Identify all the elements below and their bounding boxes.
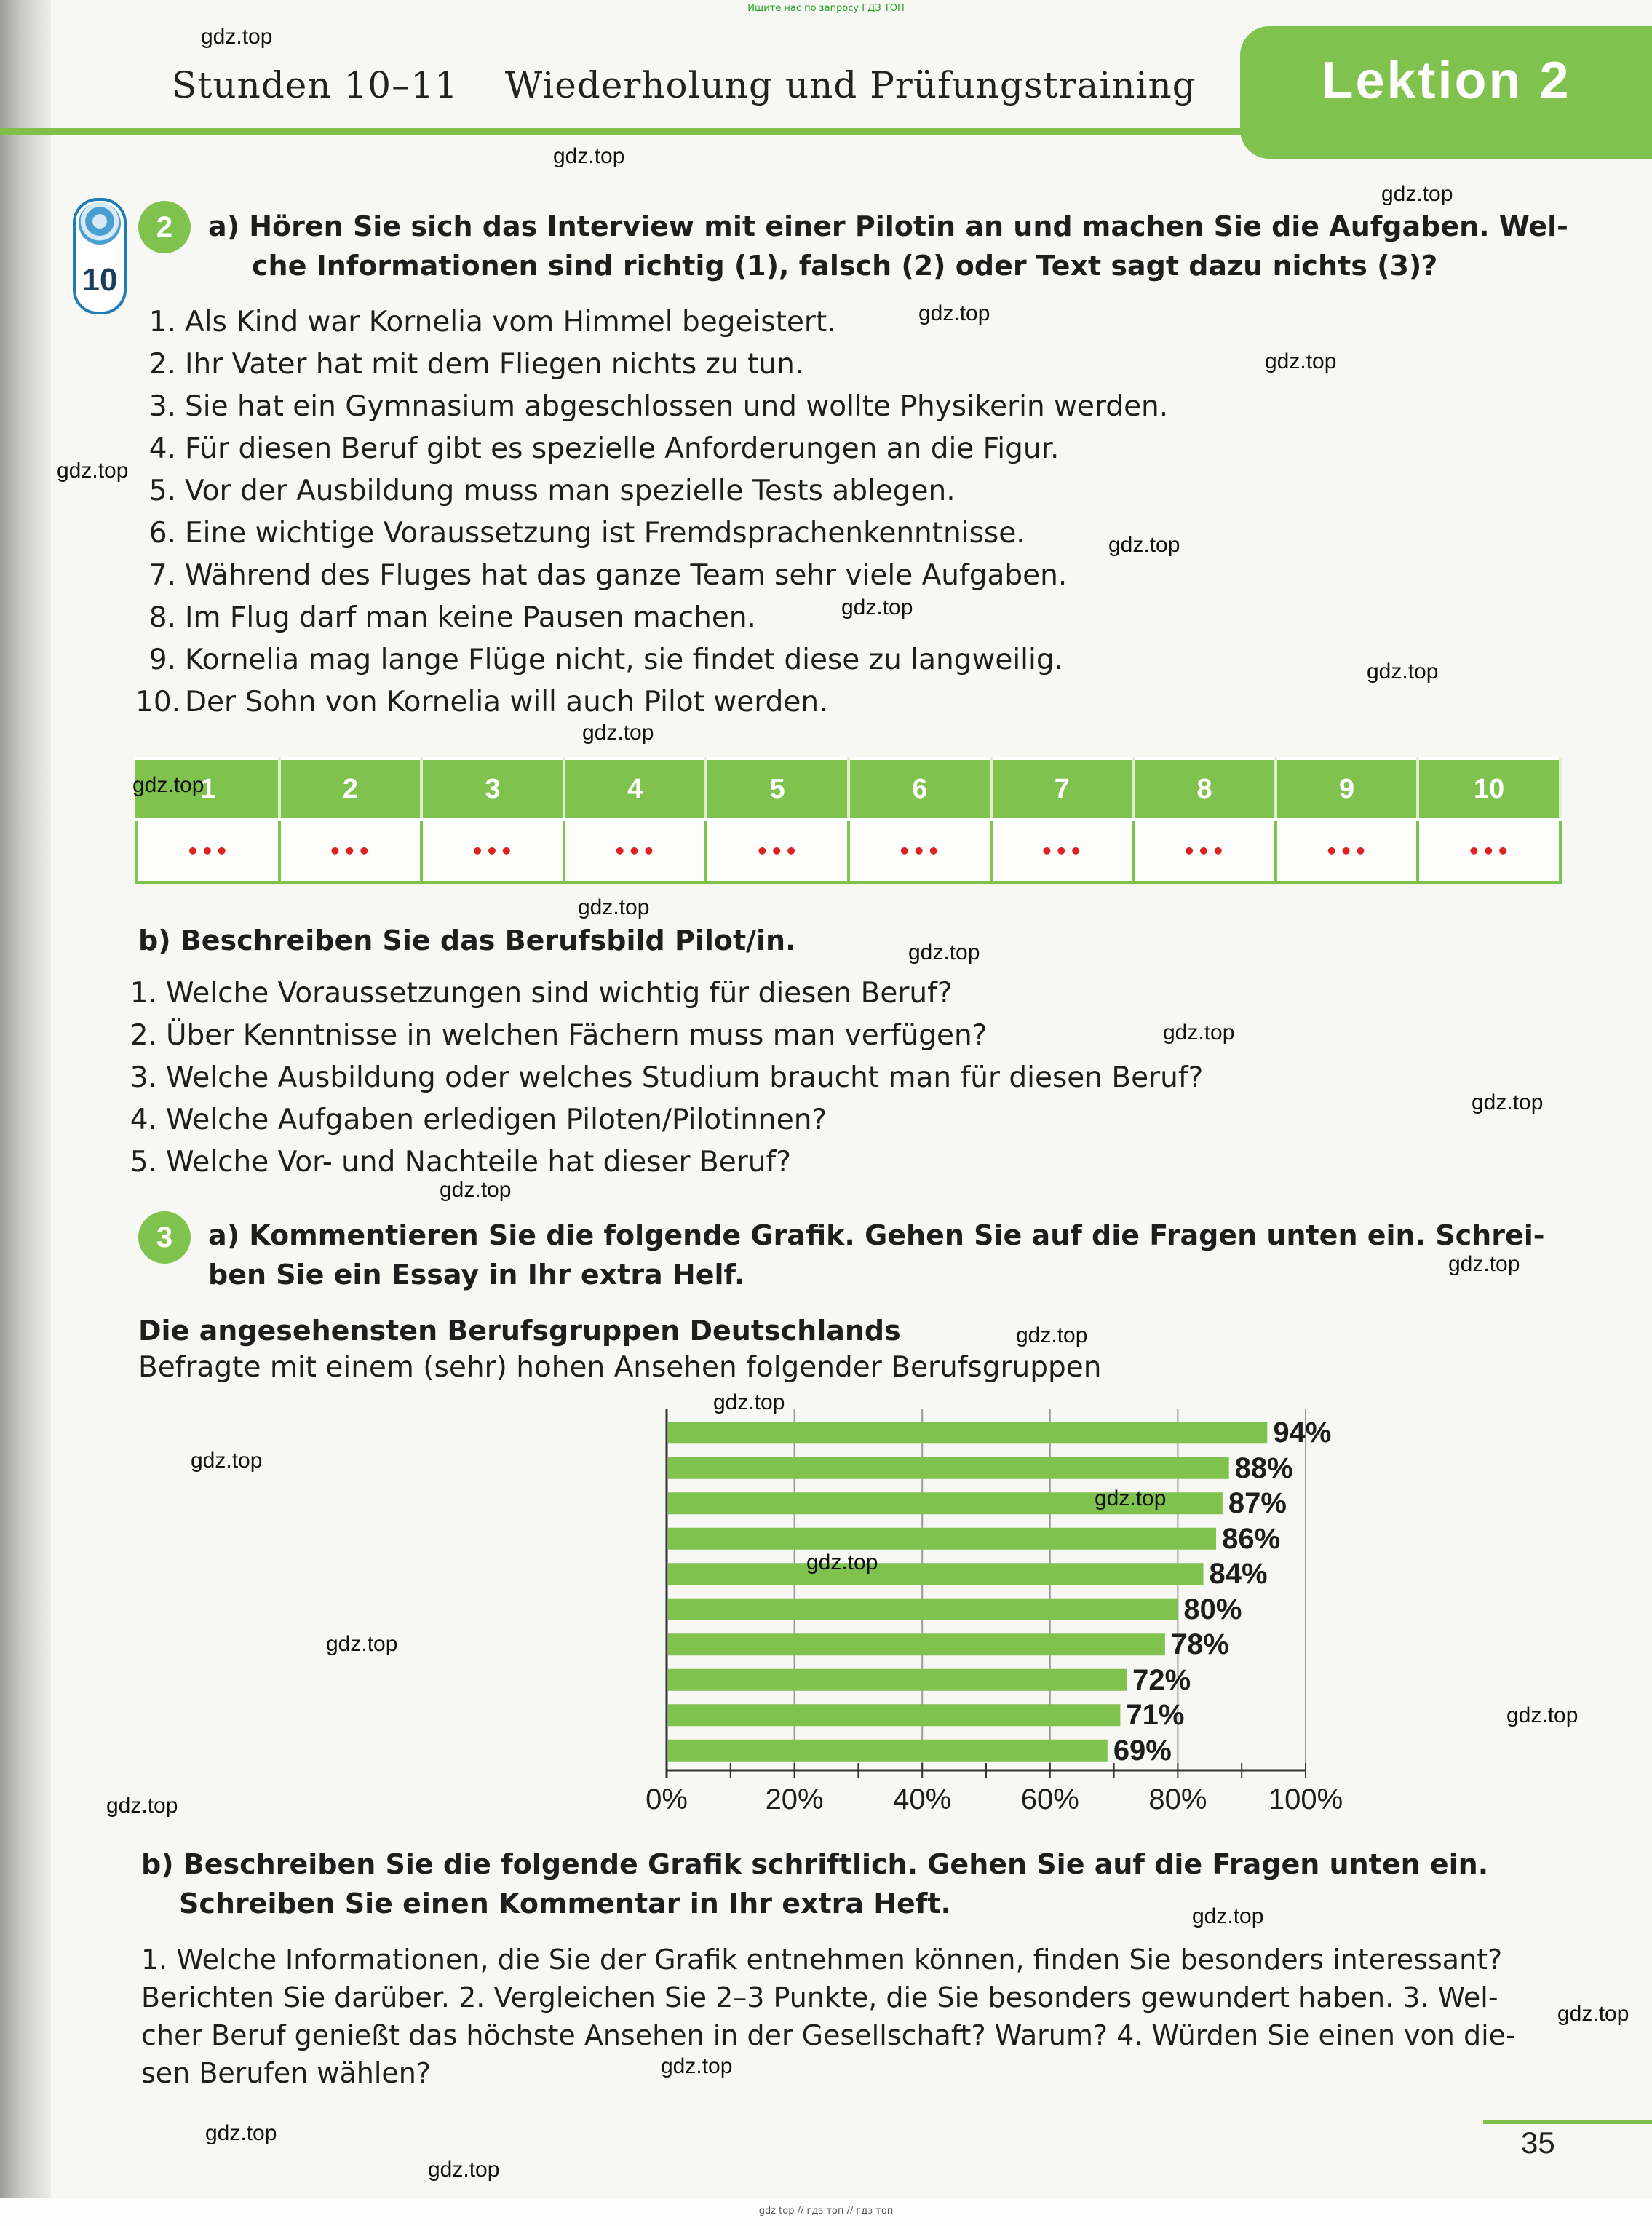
watermark-text: gdz.top <box>1448 1252 1520 1276</box>
statement-text: Vor der Ausbildung muss man spezielle Tests ablegen. <box>185 475 956 507</box>
instruction-line: che Informationen sind richtig (1), falsch (2) oder Text sagt dazu nichts (3)? <box>252 250 1438 282</box>
watermark-text: gdz.top <box>191 1449 263 1473</box>
chart-title: Die angesehensten Berufsgruppen Deutschlands <box>138 1315 901 1347</box>
answer-header-cell: 6 <box>849 758 991 820</box>
bar-value-label: 72% <box>1132 1663 1191 1696</box>
x-tick-label: 40% <box>893 1783 952 1815</box>
watermark-text: gdz.top <box>713 1390 785 1414</box>
x-tick-label: 20% <box>765 1783 824 1815</box>
task-number-2: 2 <box>138 201 191 253</box>
answer-cell[interactable]: ••• <box>1418 820 1560 882</box>
answer-header-cell: 10 <box>1418 758 1560 820</box>
statement-number: 10. <box>135 686 181 718</box>
watermark-text: gdz.top <box>553 144 625 168</box>
watermark-text: gdz.top <box>132 773 204 797</box>
chart-bar <box>668 1704 1120 1726</box>
audio-track-number: 10 <box>82 262 118 298</box>
chart-subtitle: Befragte mit einem (sehr) hohen Ansehen folgender Berufsgruppen <box>138 1351 1102 1384</box>
watermark-text: gdz.top <box>806 1550 878 1575</box>
bar-value-label: 69% <box>1113 1734 1172 1767</box>
instruction-line: ben Sie ein Essay in Ihr extra Helf. <box>208 1259 745 1291</box>
watermark-text: gdz.top <box>578 895 650 919</box>
bar-value-label: 87% <box>1228 1487 1287 1520</box>
task3b-questions <box>141 1941 1516 2092</box>
question-number: 5. <box>130 1146 157 1179</box>
watermark-text: gdz.top <box>1472 1090 1544 1114</box>
answer-header-cell: 8 <box>1133 758 1276 820</box>
watermark-text: gdz.top <box>1506 1703 1578 1727</box>
watermark-text: gdz.top <box>1557 2002 1629 2026</box>
watermark-text: gdz.top <box>661 2054 733 2078</box>
question-text: Welche Voraussetzungen sind wichtig für diesen Beruf? <box>166 977 953 1010</box>
page-number-rule <box>1483 2120 1652 2124</box>
watermark-text: gdz.top <box>1367 660 1439 684</box>
answer-cell[interactable]: ••• <box>1276 820 1418 882</box>
answer-cell[interactable]: ••• <box>991 820 1134 882</box>
watermark-text: gdz.top <box>440 1178 512 1202</box>
answer-cell[interactable]: ••• <box>849 820 991 882</box>
watermark-text: gdz.top <box>1095 1486 1167 1510</box>
chart-bar <box>668 1599 1178 1620</box>
watermark-text: gdz.top <box>205 2121 277 2145</box>
question-number: 3. <box>130 1061 157 1094</box>
chart-bar <box>668 1457 1229 1479</box>
chart-bar <box>668 1633 1165 1655</box>
stunden-label: Stunden 10–11 <box>172 64 458 106</box>
statement-text: Während des Fluges hat das ganze Team sehr viele Aufgaben. <box>185 559 1068 592</box>
statement-number: 7. <box>148 559 176 592</box>
watermark-text: gdz.top <box>1163 1021 1235 1045</box>
statement-text: Kornelia mag lange Flüge nicht, sie findet diese zu langweilig. <box>185 643 1064 676</box>
answer-cell[interactable]: ••• <box>1133 820 1276 882</box>
task3b-instruction <box>141 1845 1488 1923</box>
statement-text: Für diesen Beruf gibt es spezielle Anforderungen an die Figur. <box>185 432 1060 465</box>
answer-cell[interactable]: ••• <box>564 820 707 882</box>
instruction-line: a) Kommentieren Sie die folgende Grafik. Gehen Sie auf die Fragen unten ein. Schrei- <box>208 1219 1545 1251</box>
answer-header-cell: 4 <box>564 758 707 820</box>
watermark-text: gdz.top <box>582 721 654 745</box>
question-number: 4. <box>130 1104 157 1136</box>
statement-text: Eine wichtige Voraussetzung ist Fremdsprachenkenntnisse. <box>185 517 1025 550</box>
question-number: 1. <box>130 977 157 1010</box>
watermark-text: gdz.top <box>908 940 980 965</box>
x-tick-label: 80% <box>1148 1783 1207 1815</box>
question-text: Welche Ausbildung oder welches Studium braucht man für diesen Beruf? <box>166 1061 1204 1094</box>
instruction-line: Schreiben Sie einen Kommentar in Ihr extra Heft. <box>179 1888 951 1920</box>
answer-cell[interactable]: ••• <box>279 820 422 882</box>
bar-value-label: 94% <box>1273 1417 1332 1449</box>
question-text: Welche Aufgaben erledigen Piloten/Pilotinnen? <box>166 1104 827 1136</box>
statement-number: 6. <box>148 517 176 550</box>
bar-value-label: 84% <box>1209 1558 1268 1591</box>
x-tick-label: 0% <box>646 1783 688 1815</box>
chart-bar <box>668 1740 1108 1762</box>
watermark-text: gdz.top <box>201 25 273 49</box>
task2b-title: b) Beschreiben Sie das Berufsbild Pilot/in. <box>138 924 796 956</box>
watermark-text: gdz.top <box>1381 182 1453 206</box>
answer-header-cell: 7 <box>991 758 1134 820</box>
section-title: Wiederholung und Prüfungstraining <box>504 64 1196 106</box>
paragraph-line: Berichten Sie darüber. 2. Vergleichen Sie 2–3 Punkte, die Sie besonders gewundert haben. 3. Wel- <box>141 1981 1498 2013</box>
statement-number: 4. <box>148 432 176 465</box>
paragraph-line: sen Berufen wählen? <box>141 2057 432 2089</box>
statement-number: 1. <box>148 306 176 338</box>
watermark-text: gdz.top <box>918 301 990 325</box>
watermark-text: gdz.top <box>841 595 913 619</box>
question-number: 2. <box>130 1019 157 1052</box>
page-number: 35 <box>1521 2126 1555 2160</box>
chart-bar <box>668 1528 1216 1550</box>
watermark-text: gdz.top <box>1016 1323 1088 1347</box>
statement-text: Ihr Vater hat mit dem Fliegen nichts zu tun. <box>185 348 804 381</box>
statement-number: 9. <box>148 643 176 676</box>
bar-value-label: 80% <box>1183 1593 1242 1625</box>
answer-cell[interactable]: ••• <box>706 820 849 882</box>
watermark-text: gdz.top <box>428 2158 500 2182</box>
watermark-text: gdz.top <box>57 459 129 483</box>
paragraph-line: 1. Welche Informationen, die Sie der Grafik entnehmen können, finden Sie besonders interessant? <box>141 1944 1503 1976</box>
chart-bar <box>668 1669 1127 1691</box>
answer-cell[interactable]: ••• <box>421 820 564 882</box>
bar-value-label: 88% <box>1234 1451 1293 1484</box>
bar-value-label: 71% <box>1126 1699 1185 1732</box>
x-tick-label: 60% <box>1020 1783 1079 1815</box>
answer-header-cell: 2 <box>279 758 422 820</box>
question-text: Welche Vor- und Nachteile hat dieser Beruf? <box>166 1146 791 1179</box>
statement-number: 3. <box>148 390 176 423</box>
statement-number: 5. <box>148 475 176 507</box>
statement-text: Der Sohn von Kornelia will auch Pilot werden. <box>185 686 828 718</box>
statement-text: Im Flug darf man keine Pausen machen. <box>185 601 756 634</box>
statement-number: 2. <box>148 348 176 381</box>
chart-bar <box>668 1422 1267 1443</box>
instruction-line: a) Hören Sie sich das Interview mit einer Pilotin an und machen Sie die Aufgaben. Wel- <box>208 210 1568 242</box>
answer-header-cell: 1 <box>137 758 279 820</box>
statement-text: Sie hat ein Gymnasium abgeschlossen und wollte Physikerin werden. <box>185 390 1169 423</box>
statement-number: 8. <box>148 601 176 634</box>
paragraph-line: cher Beruf genießt das höchste Ansehen in der Gesellschaft? Warum? 4. Würden Sie einen von die- <box>141 2019 1516 2051</box>
bottom-note: gdz top // гдз топ // гдз топ <box>758 2206 894 2217</box>
question-text: Über Kenntnisse in welchen Fächern muss man verfügen? <box>166 1019 988 1052</box>
answer-header-cell: 3 <box>421 758 564 820</box>
answer-header-cell: 9 <box>1276 758 1418 820</box>
watermark-text: gdz.top <box>1108 533 1180 557</box>
watermark-text: gdz.top <box>1265 349 1337 373</box>
watermark-text: gdz.top <box>106 1794 178 1818</box>
answer-cell[interactable]: ••• <box>137 820 279 882</box>
top-note: Ищите нас по запросу ГДЗ ТОП <box>747 3 905 14</box>
bar-value-label: 86% <box>1222 1522 1281 1555</box>
statement-text: Als Kind war Kornelia vom Himmel begeistert. <box>185 306 836 338</box>
watermark-text: gdz.top <box>1192 1904 1264 1928</box>
x-tick-label: 100% <box>1268 1783 1343 1815</box>
lektion-label: Lektion 2 <box>1321 52 1571 110</box>
answer-header-cell: 5 <box>706 758 849 820</box>
watermark-text: gdz.top <box>326 1632 398 1656</box>
bar-value-label: 78% <box>1170 1628 1229 1661</box>
task-number-3: 3 <box>138 1211 191 1264</box>
instruction-line: b) Beschreiben Sie die folgende Grafik schriftlich. Gehen Sie auf die Fragen unten ein. <box>141 1848 1489 1880</box>
chart-bar <box>668 1563 1204 1585</box>
